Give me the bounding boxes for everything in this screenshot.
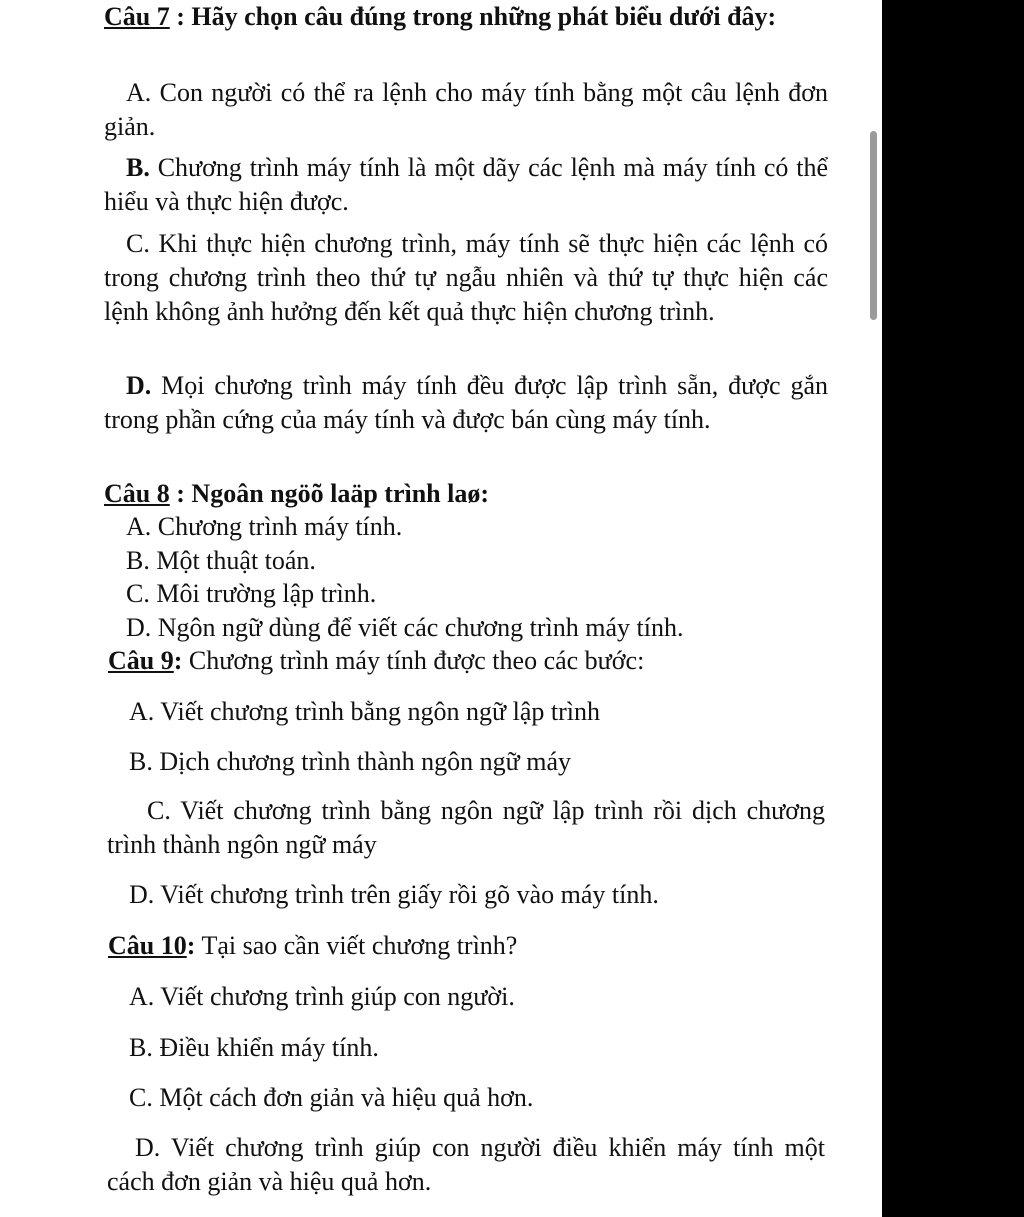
- question-8-heading: [104, 477, 489, 511]
- question-10-text: Tại sao cần viết chương trình?: [195, 931, 518, 960]
- question-7-option-d: [104, 369, 828, 437]
- question-8-option-c: C. Môi trường lập trình.: [126, 579, 377, 608]
- question-8-option-a: A. Chương trình máy tính.: [126, 512, 403, 541]
- question-10-option-b: B. Điều khiển máy tính.: [129, 1033, 379, 1062]
- question-9-option-b: B. Dịch chương trình thành ngôn ngữ máy: [129, 747, 571, 776]
- question-8-option-d: D. Ngôn ngữ dùng để viết các chương trình máy tính.: [126, 613, 684, 642]
- question-7-heading: [104, 0, 828, 34]
- question-7-option-a: A. Con người có thể ra lệnh cho máy tính bằng một câu lệnh đơn giản.: [104, 78, 828, 141]
- question-7-option-b-text: Chương trình máy tính là một dãy các lệnh mà máy tính có thể hiểu và thực hiện được.: [104, 153, 828, 216]
- question-8-option-b: B. Một thuật toán.: [126, 546, 316, 575]
- question-10-option-a: A. Viết chương trình giúp con người.: [129, 982, 515, 1011]
- question-8-label: Câu 8: [104, 479, 170, 508]
- question-10-separator: :: [186, 931, 196, 960]
- vertical-scrollbar[interactable]: [870, 131, 877, 320]
- question-9-option-d: D. Viết chương trình trên giấy rồi gõ vào máy tính.: [129, 880, 659, 909]
- question-7-option-c: C. Khi thực hiện chương trình, máy tính sẽ thực hiện các lệnh có trong chương trình theo thứ tự ngẫu nhiên và thứ tự thực hiện các lệnh không ảnh hưởng đến kết quả thực hiện chương trình.: [104, 229, 828, 326]
- question-7-option-d-text: Mọi chương trình máy tính đều được lập trình sẵn, được gắn trong phần cứng của máy tính và được bán cùng máy tính.: [104, 371, 828, 434]
- question-7-option-b-letter: B.: [126, 153, 150, 182]
- question-9-option-a: A. Viết chương trình bằng ngôn ngữ lập trình: [129, 697, 600, 726]
- question-9-text: Chương trình máy tính được theo các bước:: [182, 646, 645, 675]
- question-9-option-c: C. Viết chương trình bằng ngôn ngữ lập trình rồi dịch chương trình thành ngôn ngữ máy: [107, 796, 825, 859]
- question-8-separator: :: [169, 479, 192, 508]
- question-7-separator: :: [169, 2, 192, 31]
- question-10-heading: [108, 929, 517, 963]
- question-10-option-c: C. Một cách đơn giản và hiệu quả hơn.: [129, 1083, 534, 1112]
- question-7-option-b: [104, 151, 828, 219]
- question-8-text: Ngoân ngöõ laäp trình laø:: [191, 479, 490, 508]
- question-7-option-d-letter: D.: [126, 371, 152, 400]
- question-7-text: Hãy chọn câu đúng trong những phát biểu dưới đây:: [191, 2, 777, 31]
- question-9-label: Câu 9: [108, 646, 174, 675]
- question-10-option-d: D. Viết chương trình giúp con người điều khiển máy tính một cách đơn giản và hiệu quả hơn.: [107, 1133, 825, 1196]
- question-10-label: Câu 10: [108, 931, 187, 960]
- question-7-label: Câu 7: [104, 2, 170, 31]
- question-9-separator: :: [173, 646, 183, 675]
- question-9-heading: [108, 644, 644, 678]
- right-black-margin: [882, 0, 1024, 1217]
